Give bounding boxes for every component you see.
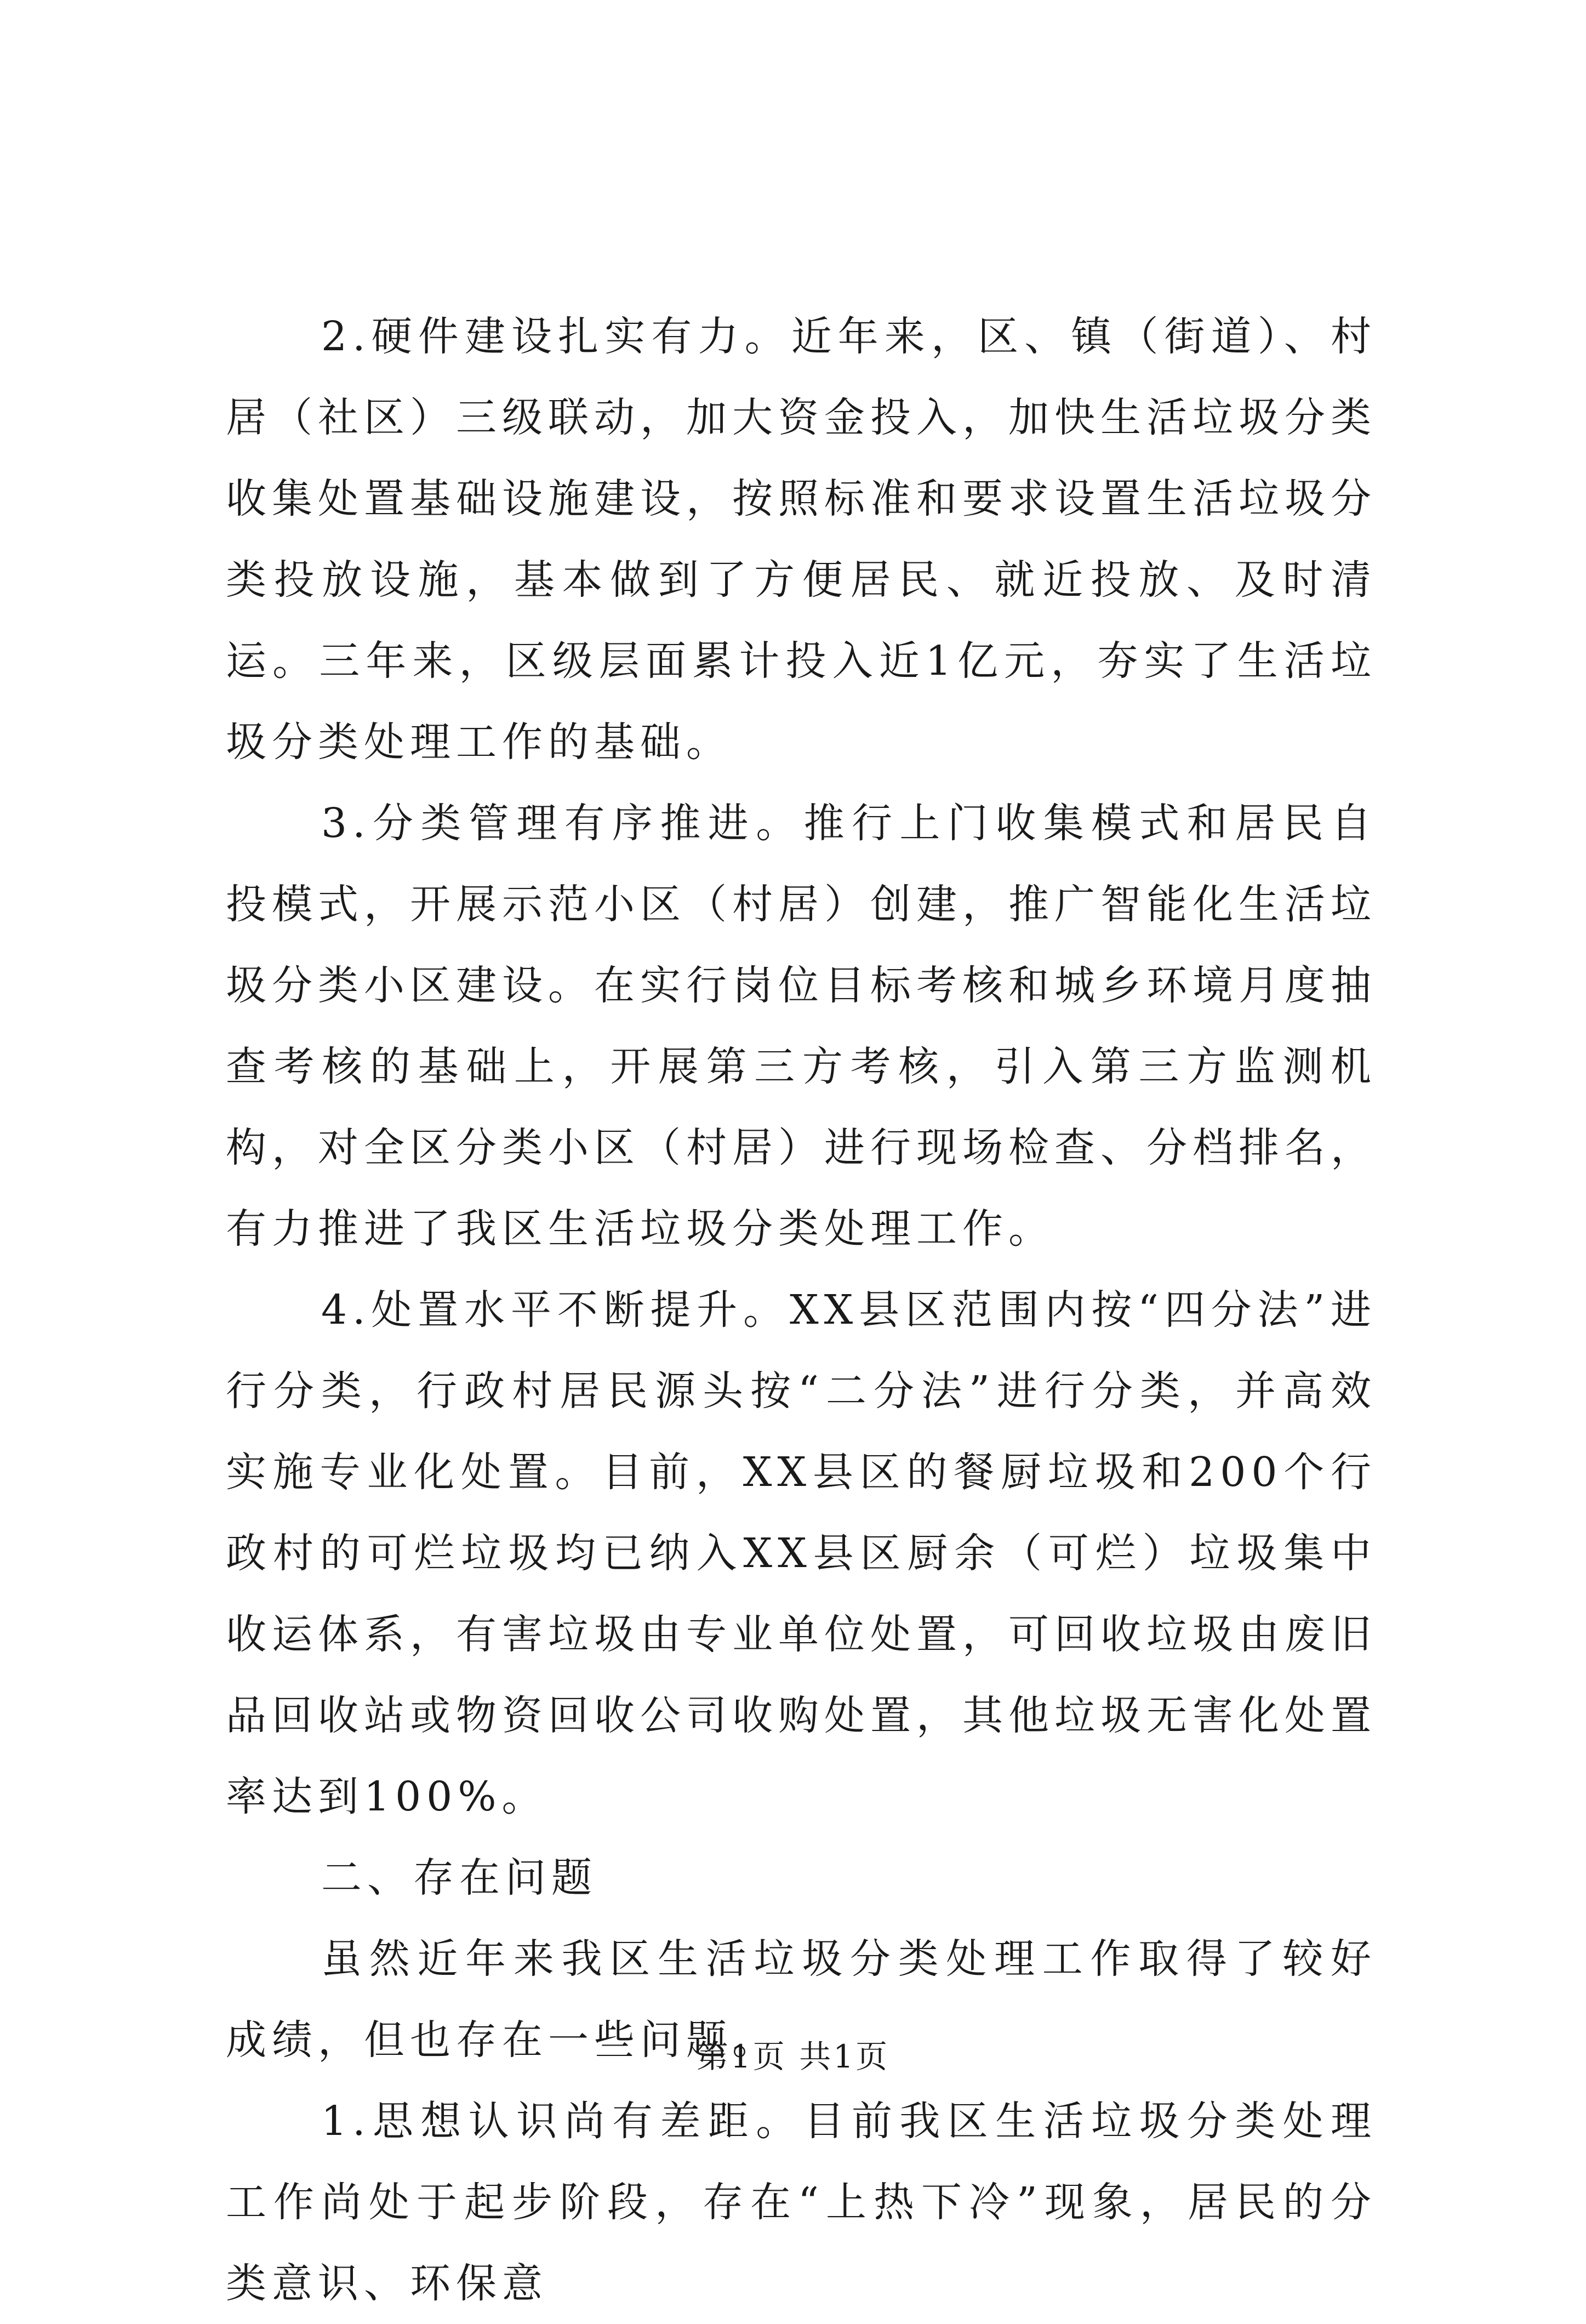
- paragraph-classification-management: 3.分类管理有序推进。推行上门收集模式和居民自投模式，开展示范小区（村居）创建，推广智能化生活垃圾分类小区建设。在实行岗位目标考核和城乡环境月度抽查考核的基础上，开展第三方考核，引入第三方监测机构，对全区分类小区（村居）进行现场检查、分档排名，有力推进了我区生活垃圾分类处理工作。: [226, 800, 1377, 1252]
- paragraph-disposal-level: 4.处置水平不断提升。XX县区范围内按“四分法”进行分类，行政村居民源头按“二分法”进行分类，并高效实施专业化处置。目前，XX县区的餐厨垃圾和200个行政村的可烂垃圾均已纳入XX县区厨余（可烂）垃圾集中收运体系，有害垃圾由专业单位处置，可回收垃圾由废旧品回收站或物资回收公司收购处置，其他垃圾无害化处置率达到100%。: [226, 1286, 1377, 1820]
- paragraph-problems-intro: 虽然近年来我区生活垃圾分类处理工作取得了较好成绩，但也存在一些问题。: [226, 1935, 1377, 2064]
- paragraph-awareness-gap: 1.思想认识尚有差距。目前我区生活垃圾分类处理工作尚处于起步阶段，存在“上热下冷”现象，居民的分类意识、环保意: [226, 2098, 1377, 2307]
- document-body: [226, 296, 1377, 2324]
- page-footer: 第1页 共1页: [696, 2038, 890, 2075]
- paragraph-hardware-construction: 2.硬件建设扎实有力。近年来，区、镇（街道）、村居（社区）三级联动，加大资金投入，加快生活垃圾分类收集处置基础设施建设，按照标准和要求设置生活垃圾分类投放设施，基本做到了方便居民、就近投放、及时清运。三年来，区级层面累计投入近1亿元，夯实了生活垃圾分类处理工作的基础。: [226, 313, 1377, 766]
- section-heading-problems: 二、存在问题: [321, 1854, 597, 1901]
